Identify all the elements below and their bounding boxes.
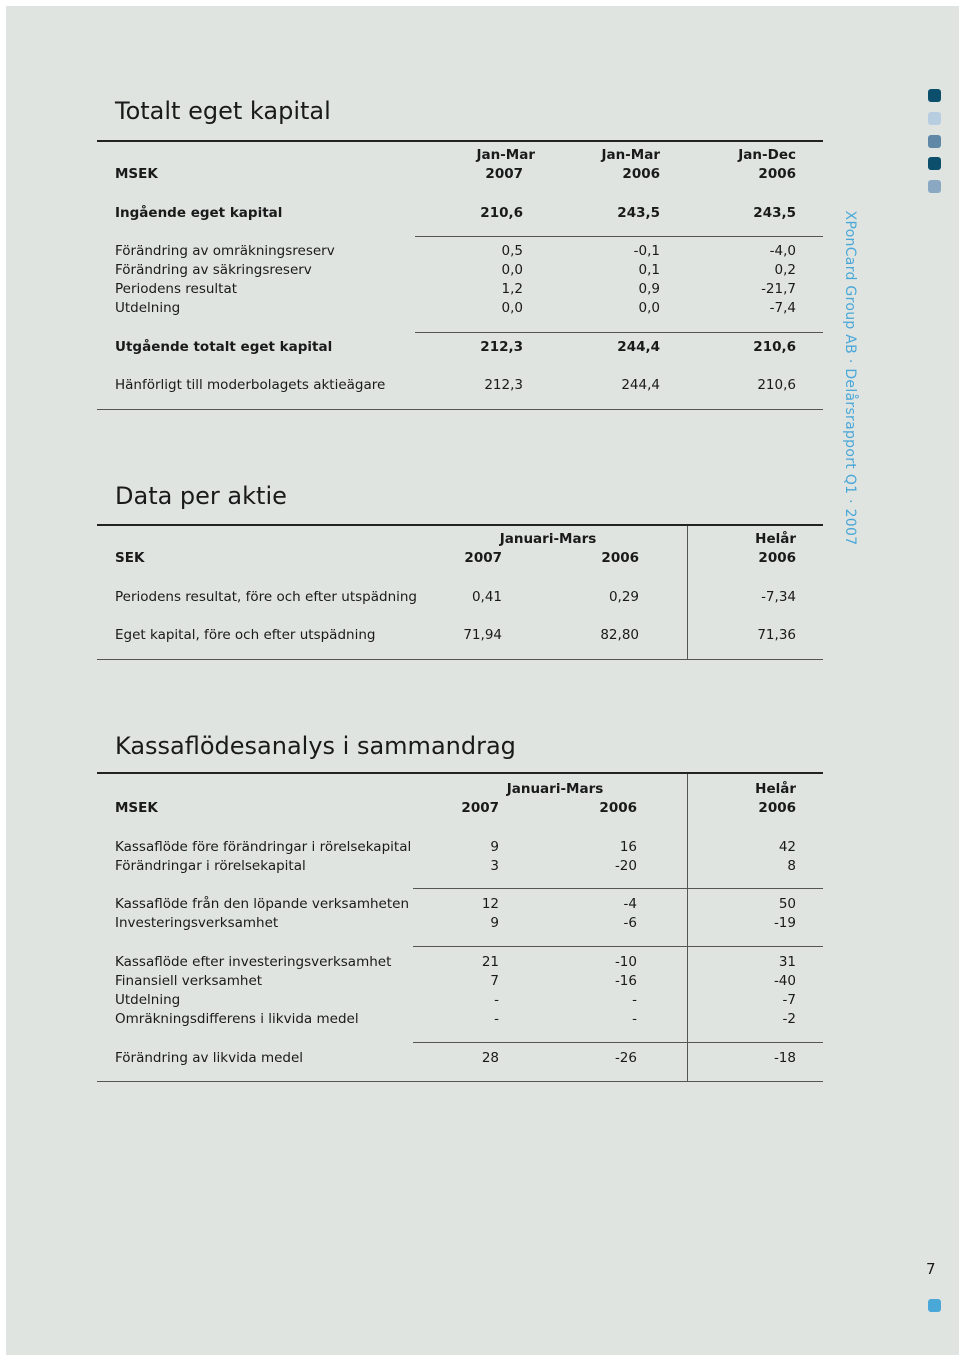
cashflow-row-label: Kassaflöde efter investeringsverksamhet: [115, 954, 392, 970]
cashflow-row-value: -: [494, 992, 499, 1008]
pershare-year: 2006: [758, 550, 796, 566]
brand-square-3: [928, 135, 941, 148]
equity-col3-year: 2006: [758, 166, 796, 182]
pershare-row-value: 82,80: [600, 627, 639, 643]
cashflow-group-header: Januari-Mars: [506, 781, 604, 797]
pershare-column-divider: [687, 526, 688, 660]
equity-unit: MSEK: [115, 166, 158, 182]
cashflow-row-value: 9: [490, 839, 499, 855]
cashflow-row-label: Kassaflöde från den löpande verksamheten: [115, 896, 410, 912]
pershare-row-value: -7,34: [761, 589, 796, 605]
equity-top-rule: [97, 140, 823, 142]
cashflow-row-value: -6: [623, 915, 637, 931]
equity-rule: [415, 236, 823, 237]
cashflow-row-value: 7: [490, 973, 499, 989]
pershare-top-rule: [97, 524, 823, 526]
pershare-row-label: Eget kapital, före och efter utspädning: [115, 627, 376, 643]
page-number: 7: [926, 1260, 936, 1278]
equity-row-value: 0,2: [774, 262, 796, 278]
pershare-year: 2007: [464, 550, 502, 566]
pershare-group-header: Januari-Mars: [499, 531, 597, 547]
equity-row-value: 0,0: [638, 300, 660, 316]
cashflow-row-value: -7: [782, 992, 796, 1008]
pershare-row-value: 0,41: [471, 589, 502, 605]
equity-col3-period: Jan-Dec: [738, 147, 796, 163]
equity-row-value: 210,6: [753, 339, 796, 355]
pershare-row-value: 71,36: [757, 627, 796, 643]
cashflow-row-value: -2: [782, 1011, 796, 1027]
equity-row-label: Periodens resultat: [115, 281, 238, 297]
cashflow-row-label: Investeringsverksamhet: [115, 915, 279, 931]
equity-row-value: 210,6: [757, 377, 796, 393]
equity-row-label: Förändring av säkringsreserv: [115, 262, 312, 278]
cashflow-row-value: -: [632, 992, 637, 1008]
cashflow-row-label: Kassaflöde före förändringar i rörelsekapital: [115, 839, 412, 855]
equity-row-value: 0,0: [501, 300, 523, 316]
equity-row-value: 0,5: [501, 243, 523, 259]
pershare-title: Data per aktie: [115, 482, 287, 510]
equity-bottom-rule: [97, 409, 823, 410]
equity-row-value: -4,0: [769, 243, 796, 259]
brand-square-4: [928, 157, 941, 170]
cashflow-rule: [413, 888, 823, 889]
equity-row-label: Förändring av omräkningsreserv: [115, 243, 335, 259]
cashflow-top-rule: [97, 772, 823, 774]
cashflow-row-value: 12: [481, 896, 499, 912]
cashflow-row-value: 28: [481, 1050, 499, 1066]
cashflow-row-label: Förändring av likvida medel: [115, 1050, 304, 1066]
equity-col1-period: Jan-Mar: [476, 147, 535, 163]
equity-row-value: 212,3: [480, 339, 523, 355]
pershare-unit: SEK: [115, 550, 145, 566]
equity-row-value: -21,7: [761, 281, 796, 297]
cashflow-row-value: 9: [490, 915, 499, 931]
cashflow-row-value: -40: [773, 973, 796, 989]
cashflow-column-divider: [687, 774, 688, 1082]
cashflow-row-value: -: [494, 1011, 499, 1027]
cashflow-row-label: Finansiell verksamhet: [115, 973, 263, 989]
sidebar-vertical-title: XPonCard Group AB · Delårsrapport Q1 · 2007: [842, 210, 858, 546]
equity-row-label: Hänförligt till moderbolagets aktieägare: [115, 377, 386, 393]
cashflow-row-value: -10: [614, 954, 637, 970]
cashflow-row-value: 3: [490, 858, 499, 874]
equity-row-value: 212,3: [484, 377, 523, 393]
brand-square-1: [928, 89, 941, 102]
cashflow-fullyear-header: Helår: [755, 781, 796, 797]
equity-col2-period: Jan-Mar: [601, 147, 660, 163]
cashflow-row-value: -4: [623, 896, 637, 912]
equity-col1-year: 2007: [485, 166, 523, 182]
cashflow-row-value: 21: [481, 954, 499, 970]
brand-square-2: [928, 112, 941, 125]
cashflow-row-value: 31: [778, 954, 796, 970]
cashflow-row-value: 42: [778, 839, 796, 855]
equity-row-value: 244,4: [621, 377, 660, 393]
brand-square-5: [928, 180, 941, 193]
equity-row-label: Utdelning: [115, 300, 181, 316]
cashflow-year: 2007: [461, 800, 499, 816]
cashflow-row-value: -: [632, 1011, 637, 1027]
equity-row-value: 244,4: [617, 339, 660, 355]
cashflow-row-value: -26: [614, 1050, 637, 1066]
cashflow-row-value: 8: [787, 858, 796, 874]
equity-col2-year: 2006: [622, 166, 660, 182]
equity-row-value: 0,0: [501, 262, 523, 278]
cashflow-year: 2006: [758, 800, 796, 816]
pershare-year: 2006: [601, 550, 639, 566]
cashflow-row-value: 16: [619, 839, 637, 855]
cashflow-row-value: -18: [773, 1050, 796, 1066]
cashflow-row-value: 50: [778, 896, 796, 912]
equity-rule: [415, 332, 823, 333]
pershare-row-value: 0,29: [608, 589, 639, 605]
equity-row-value: 210,6: [480, 205, 523, 221]
equity-row-value: 0,1: [638, 262, 660, 278]
cashflow-row-value: -19: [773, 915, 796, 931]
cashflow-row-label: Utdelning: [115, 992, 181, 1008]
pershare-fullyear-header: Helår: [755, 531, 796, 547]
cashflow-row-label: Omräkningsdifferens i likvida medel: [115, 1011, 359, 1027]
equity-title: Totalt eget kapital: [115, 97, 331, 125]
equity-row-value: -7,4: [769, 300, 796, 316]
equity-row-value: 243,5: [617, 205, 660, 221]
cashflow-row-value: -20: [614, 858, 637, 874]
cashflow-bottom-rule: [97, 1081, 823, 1082]
equity-row-label: Utgående totalt eget kapital: [115, 339, 333, 355]
brand-square-bottom: [928, 1299, 941, 1312]
cashflow-unit: MSEK: [115, 800, 158, 816]
equity-row-value: -0,1: [633, 243, 660, 259]
equity-row-value: 243,5: [753, 205, 796, 221]
cashflow-rule: [413, 946, 823, 947]
pershare-bottom-rule: [97, 659, 823, 660]
cashflow-title: Kassaflödesanalys i sammandrag: [115, 732, 516, 760]
equity-row-label: Ingående eget kapital: [115, 205, 283, 221]
equity-row-value: 0,9: [638, 281, 660, 297]
pershare-row-value: 71,94: [463, 627, 502, 643]
cashflow-row-label: Förändringar i rörelsekapital: [115, 858, 306, 874]
cashflow-rule: [413, 1042, 823, 1043]
equity-row-value: 1,2: [501, 281, 523, 297]
cashflow-row-value: -16: [614, 973, 637, 989]
pershare-row-label: Periodens resultat, före och efter utspädning: [115, 589, 418, 605]
cashflow-year: 2006: [599, 800, 637, 816]
